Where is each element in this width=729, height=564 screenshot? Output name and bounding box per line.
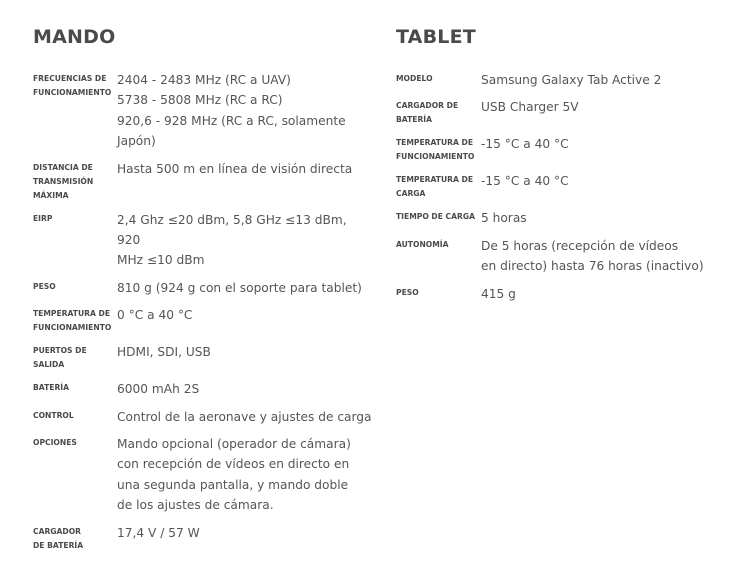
spec-value (117, 210, 373, 271)
spec-label-line: EIRP (33, 213, 53, 223)
spec-value-line: 17,4 V / 57 W (117, 525, 200, 540)
spec-row (33, 70, 373, 152)
spec-value-line: de los ajustes de cámara. (117, 498, 274, 513)
spec-label (396, 134, 481, 164)
spec-label (33, 407, 117, 423)
spec-label (396, 284, 481, 300)
spec-label-line: DE BATERÍA (33, 540, 84, 550)
spec-label-line: MÁXIMA (33, 190, 69, 200)
section-title-mando: MANDO (33, 26, 116, 48)
spec-value-line: -15 °C a 40 °C (481, 137, 569, 152)
spec-value-line: 5 horas (481, 211, 527, 226)
spec-row (33, 159, 373, 203)
spec-row (33, 434, 373, 516)
spec-value-line: MHz ≤10 dBm (117, 253, 205, 268)
spec-row (396, 284, 716, 304)
spec-label (396, 236, 481, 252)
spec-value-line: USB Charger 5V (481, 100, 579, 115)
spec-label-line: CARGADOR DE (396, 101, 459, 111)
spec-label (33, 159, 117, 203)
spec-label-line: DISTANCIA DE (33, 162, 93, 172)
spec-label-line: OPCIONES (33, 438, 77, 448)
spec-value-line: una segunda pantalla, y mando doble (117, 477, 349, 492)
spec-value (117, 434, 373, 516)
spec-label-line: PESO (33, 281, 56, 291)
spec-value (481, 70, 716, 90)
spec-row (396, 134, 716, 164)
spec-value-line: Mando opcional (operador de cámara) (117, 437, 351, 452)
spec-label-line: CARGA (396, 189, 426, 199)
spec-label-line: FUNCIONAMIENTO (33, 88, 112, 97)
spec-label (33, 70, 117, 100)
spec-label-line: BATERÍA (396, 115, 432, 125)
mando-column (33, 24, 373, 560)
spec-label (396, 97, 481, 127)
spec-value-line: De 5 horas (recepción de vídeos (481, 238, 679, 253)
spec-label-line: TIEMPO DE CARGA (396, 212, 475, 222)
spec-value-line: Japón) (117, 134, 156, 149)
spec-value-line: 6000 mAh 2S (117, 382, 200, 397)
spec-row (396, 171, 716, 201)
spec-label (33, 523, 117, 553)
spec-label-line: FRECUENCIAS DE (33, 74, 107, 83)
spec-value-line: 0 °C a 40 °C (117, 308, 193, 323)
tablet-column (396, 24, 716, 311)
section-title-tablet: TABLET (396, 26, 476, 48)
spec-row (396, 236, 716, 277)
spec-value (481, 236, 716, 277)
spec-value (117, 70, 373, 152)
spec-row (33, 407, 373, 427)
spec-row (33, 278, 373, 298)
spec-row (33, 342, 373, 372)
spec-label (33, 305, 117, 335)
spec-row (396, 70, 716, 90)
spec-value (481, 171, 716, 191)
spec-value (481, 208, 716, 228)
spec-label (396, 208, 481, 224)
spec-row (396, 97, 716, 127)
spec-label (396, 70, 481, 86)
spec-label (33, 342, 117, 372)
spec-label (33, 210, 117, 226)
spec-value (481, 134, 716, 154)
spec-value (481, 97, 716, 117)
spec-label-line: TEMPERATURA DE (396, 138, 474, 148)
spec-value-line: con recepción de vídeos en directo en (117, 457, 350, 472)
spec-label-line: AUTONOMÍA (396, 239, 449, 249)
spec-label (396, 171, 481, 201)
spec-value (117, 278, 373, 298)
spec-value-line: 2,4 Ghz ≤20 dBm, 5,8 GHz ≤13 dBm, 920 (117, 212, 347, 248)
spec-value-line: -15 °C a 40 °C (481, 174, 569, 189)
spec-label-line: TRANSMISIÓN (33, 176, 94, 186)
spec-label (33, 379, 117, 395)
spec-label-line: SALIDA (33, 360, 65, 370)
mando-spec-list (33, 70, 373, 553)
spec-row (33, 523, 373, 553)
spec-value (117, 342, 373, 362)
spec-value-line: HDMI, SDI, USB (117, 345, 211, 360)
spec-value-line: Samsung Galaxy Tab Active 2 (481, 73, 662, 87)
spec-label-line: CARGADOR (33, 526, 82, 536)
spec-row (33, 379, 373, 399)
spec-label-line: PESO (396, 287, 419, 297)
spec-label-line: PUERTOS DE (33, 346, 87, 356)
spec-label-line: CONTROL (33, 410, 74, 420)
spec-value-line: Control de la aeronave y ajustes de carga (117, 409, 372, 424)
spec-value-line: 2404 - 2483 MHz (RC a UAV) (117, 73, 291, 87)
spec-value-line: 415 g (481, 286, 516, 301)
spec-label-line: TEMPERATURA DE (33, 309, 111, 319)
tablet-spec-list (396, 70, 716, 304)
spec-label (33, 434, 117, 450)
spec-value (117, 523, 373, 543)
spec-value-line: 920,6 - 928 MHz (RC a RC, solamente (117, 113, 346, 128)
spec-value-line: Hasta 500 m en línea de visión directa (117, 161, 353, 176)
spec-row (33, 210, 373, 271)
spec-value-line: 5738 - 5808 MHz (RC a RC) (117, 93, 283, 108)
spec-row (33, 305, 373, 335)
spec-row (396, 208, 716, 228)
spec-value (117, 407, 373, 427)
spec-label (33, 278, 117, 294)
spec-value (117, 305, 373, 325)
spec-value-line: en directo) hasta 76 horas (inactivo) (481, 259, 704, 274)
spec-label-line: FUNCIONAMIENTO (396, 152, 475, 162)
spec-label-line: TEMPERATURA DE (396, 175, 474, 185)
spec-label-line: MODELO (396, 74, 433, 83)
spec-label-line: FUNCIONAMIENTO (33, 323, 112, 333)
spec-value (481, 284, 716, 304)
spec-value (117, 159, 373, 179)
spec-label-line: BATERÍA (33, 383, 69, 393)
spec-value (117, 379, 373, 399)
spec-value-line: 810 g (924 g con el soporte para tablet) (117, 280, 362, 295)
